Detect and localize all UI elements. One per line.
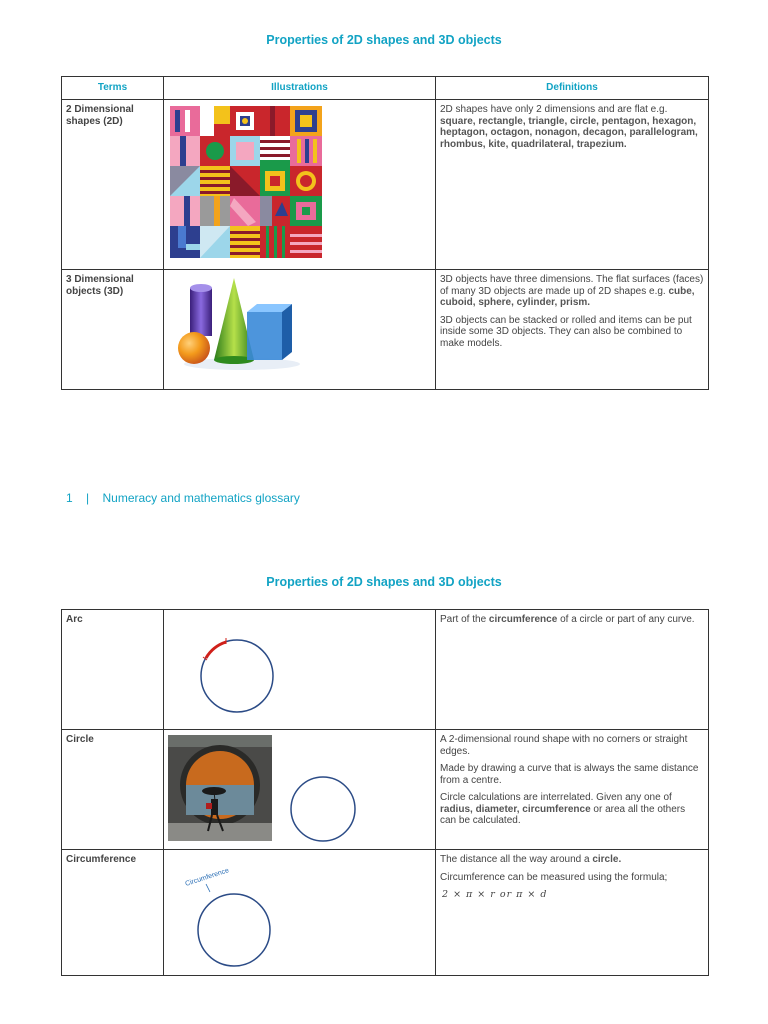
definition-2d bbox=[436, 100, 709, 270]
glossary-table-2 bbox=[61, 609, 709, 976]
definition-arc bbox=[436, 610, 709, 730]
footer-text: Numeracy and mathematics glossary bbox=[102, 491, 300, 505]
definition-2d-intro: 2D shapes have only 2 dimensions and are flat e.g. bbox=[440, 104, 668, 115]
arc-diagram bbox=[182, 620, 292, 720]
definition-circle-p1: A 2-dimensional round shape with no corners or straight edges. bbox=[440, 734, 688, 757]
header-illustrations: Illustrations bbox=[164, 77, 436, 100]
definition-3d-intro: 3D objects have three dimensions. The flat surfaces (faces) of many 3D objects are made up of 2D shapes e.g. bbox=[440, 274, 704, 297]
circumference-formula: 2 × π × r or π × d bbox=[442, 889, 548, 900]
definition-circumference bbox=[436, 850, 709, 976]
circumference-label: Circumference bbox=[184, 867, 230, 888]
illustration-2d-shapes bbox=[164, 100, 436, 270]
term-circle: Circle bbox=[62, 730, 164, 850]
definition-circumference-p1: The distance all the way around a bbox=[440, 854, 593, 865]
definition-3d bbox=[436, 270, 709, 390]
illustration-circle bbox=[164, 730, 436, 850]
definition-2d-shapes-list: square, rectangle, triangle, circle, pentagon, hexagon, heptagon, octagon, nonagon, decagon, parallelogram, rhombus, kite, quadrilateral, trapezium. bbox=[440, 115, 698, 150]
table-row bbox=[62, 730, 709, 850]
footer-separator: | bbox=[86, 491, 90, 505]
term-circumference: Circumference bbox=[62, 850, 164, 976]
shapes-mosaic-image bbox=[170, 106, 322, 258]
definition-circumference-p2: Circumference can be measured using the formula; bbox=[440, 871, 668, 883]
illustration-3d-objects bbox=[164, 270, 436, 390]
glossary-table-1 bbox=[61, 76, 709, 390]
definition-3d-extra: 3D objects can be stacked or rolled and items can be put inside some 3D objects. They can also be combined to make models. bbox=[440, 314, 692, 349]
table-row bbox=[62, 850, 709, 976]
table-row bbox=[62, 270, 709, 390]
term-3d: 3 Dimensional objects (3D) bbox=[62, 270, 164, 390]
3d-objects-image bbox=[172, 276, 302, 371]
definition-arc-text: Part of the bbox=[440, 614, 489, 625]
definition-arc-text-end: of a circle or part of any curve. bbox=[557, 614, 695, 625]
table-row bbox=[62, 610, 709, 730]
header-terms: Terms bbox=[62, 77, 164, 100]
term-arc: Arc bbox=[62, 610, 164, 730]
illustration-circumference bbox=[164, 850, 436, 976]
page-footer bbox=[66, 491, 310, 505]
definition-circle-keywords: radius, diameter, circumference bbox=[440, 803, 591, 815]
circumference-diagram bbox=[180, 856, 300, 971]
illustration-arc bbox=[164, 610, 436, 730]
page-title-2: Properties of 2D shapes and 3D objects bbox=[266, 575, 502, 589]
circle-illustration bbox=[168, 735, 368, 843]
definition-3d-objects-list: cube, cuboid, sphere, cylinder, prism. bbox=[440, 285, 695, 308]
definition-circle-p3: Circle calculations are interrelated. Given any one of bbox=[440, 792, 672, 803]
definition-circle-p2: Made by drawing a curve that is always the same distance from a centre. bbox=[440, 763, 699, 786]
table-header-row bbox=[62, 77, 709, 100]
page-title-1: Properties of 2D shapes and 3D objects bbox=[266, 33, 502, 47]
page-number: 1 bbox=[66, 491, 73, 505]
definition-circle bbox=[436, 730, 709, 850]
definition-arc-keyword: circumference bbox=[488, 614, 558, 625]
term-2d: 2 Dimensional shapes (2D) bbox=[62, 100, 164, 270]
definition-circumference-keyword: circle. bbox=[592, 854, 622, 865]
definition-circle-p3-end: or area all the others can be calculated. bbox=[440, 803, 686, 826]
header-definitions: Definitions bbox=[436, 77, 709, 100]
table-row bbox=[62, 100, 709, 270]
